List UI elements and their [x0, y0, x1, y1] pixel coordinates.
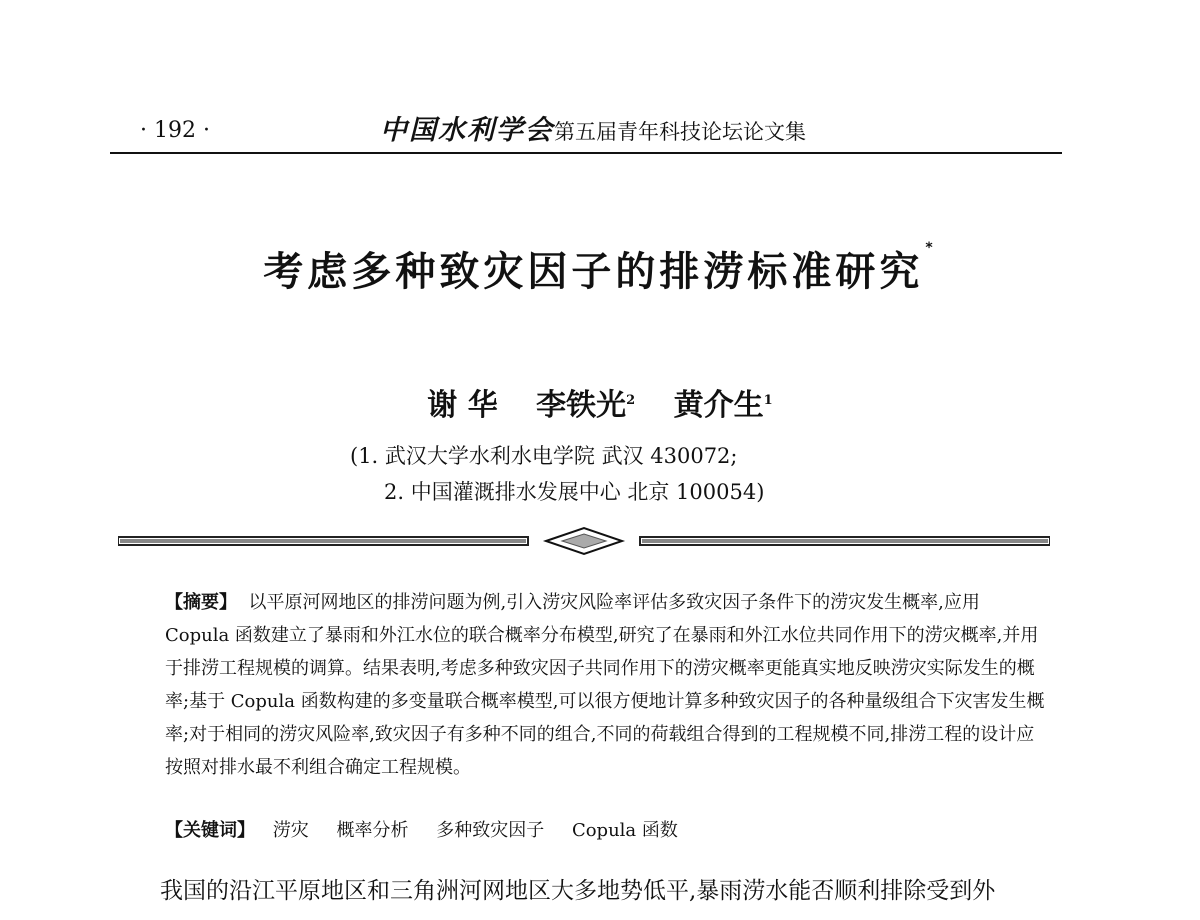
- page-number: · 192 ·: [140, 118, 210, 143]
- abstract-text: 以平原河网地区的排涝问题为例,引入涝灾风险率评估多致灾因子条件下的涝灾发生概率,应用 Copula 函数建立了暴雨和外江水位的联合概率分布模型,研究了在暴雨和外江水位共同作用下的涝灾概率,并用于排涝工程规模的调算。结果表明,考虑多种致灾因子共同作用下的涝灾概率更能真实地反映涝灾实际发生的概率;基于 Copula 函数构建的多变量联合概率模型,可以很方便地计算多种致灾因子的各种量级组合下灾害发生概率;对于相同的涝灾风险率,致灾因子有多种不同的组合,不同的荷载组合得到的工程规模不同,排涝工程的设计应按照对排水最不利组合确定工程规模。: [165, 592, 1045, 778]
- author-list: [0, 380, 1200, 424]
- abstract: [165, 586, 1045, 784]
- journal-brand: 中国水利学会: [380, 115, 554, 146]
- title-footnote-mark: *: [925, 240, 937, 256]
- journal-subtitle: 第五届青年科技论坛论文集: [554, 120, 806, 144]
- section-ornament-divider: [118, 524, 1050, 558]
- keyword-item: 多种致灾因子: [436, 820, 545, 841]
- author-3: 黄介生$^1$: [673, 388, 773, 423]
- abstract-label: 【摘要】: [165, 592, 237, 613]
- affiliation-1: (1. 武汉大学水利水电学院 武汉 430072;: [350, 444, 738, 468]
- keywords: [165, 816, 700, 842]
- title-text: 考虑多种致灾因子的排涝标准研究: [263, 249, 924, 295]
- author-2: 李铁光$^2$: [536, 388, 636, 423]
- header-rule: [110, 152, 1062, 154]
- keyword-item: 概率分析: [336, 820, 409, 841]
- keyword-item: 涝灾: [272, 820, 309, 841]
- body-paragraph: 我国的沿江平原地区和三角洲河网地区大多地势低平,暴雨涝水能否顺利排除受到外: [160, 878, 996, 904]
- keyword-item: Copula 函数: [571, 820, 678, 841]
- keywords-label: 【关键词】: [165, 820, 255, 841]
- affiliation-2: 2. 中国灌溉排水发展中心 北京 100054): [384, 480, 765, 504]
- paper-title: [0, 240, 1200, 297]
- author-1: 谢 华: [427, 388, 498, 423]
- running-head: [380, 108, 806, 147]
